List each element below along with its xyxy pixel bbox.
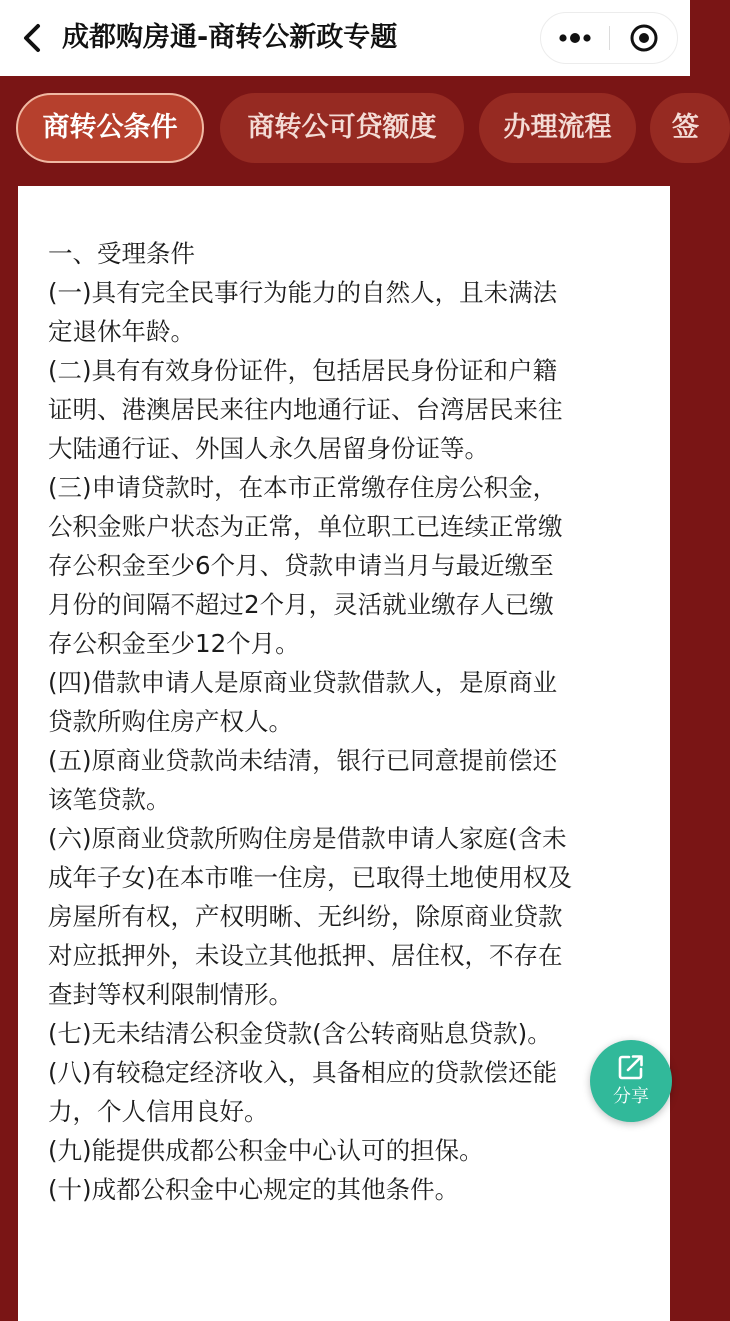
text-line: (二)具有有效身份证件，包括居民身份证和户籍 — [48, 356, 558, 385]
close-button[interactable] — [610, 13, 678, 63]
share-label: 分享 — [613, 1086, 649, 1107]
section-heading: 一、受理条件 — [48, 239, 195, 268]
text-line: 成年子女)在本市唯一住房，已取得土地使用权及 — [48, 863, 573, 892]
page-title: 成都购房通-商转公新政专题 — [62, 22, 398, 53]
text-line: (十)成都公积金中心规定的其他条件。 — [48, 1175, 460, 1204]
text-line: 证明、港澳居民来往内地通行证、台湾居民来往 — [48, 395, 563, 424]
text-line: 贷款所购住房产权人。 — [48, 707, 293, 736]
text-line: 存公积金至少12个月。 — [48, 629, 300, 658]
target-circle-icon — [629, 23, 659, 53]
text-line: (五)原商业贷款尚未结清，银行已同意提前偿还 — [48, 746, 558, 775]
tab-bar — [0, 76, 699, 186]
text-line: (七)无未结清公积金贷款(含公转商贴息贷款)。 — [48, 1019, 552, 1048]
chevron-left-icon — [14, 18, 50, 58]
share-button[interactable] — [590, 1040, 672, 1122]
text-line: 对应抵押外，未设立其他抵押、居住权，不存在 — [48, 941, 563, 970]
share-icon — [616, 1052, 646, 1082]
text-line: 月份的间隔不超过2个月，灵活就业缴存人已缴 — [48, 590, 554, 619]
top-nav-bar — [0, 0, 690, 76]
mini-program-capsule — [540, 12, 678, 64]
text-line: 公积金账户状态为正常，单位职工已连续正常缴 — [48, 512, 563, 541]
text-line: (九)能提供成都公积金中心认可的担保。 — [48, 1136, 484, 1165]
back-button[interactable] — [14, 18, 50, 58]
tab-process[interactable]: 办理流程 — [479, 93, 636, 163]
text-line: 定退休年龄。 — [48, 317, 195, 346]
text-line: 存公积金至少6个月、贷款申请当月与最近缴至 — [48, 551, 554, 580]
tab-conditions[interactable]: 商转公条件 — [16, 93, 204, 163]
text-line: (三)申请贷款时，在本市正常缴存住房公积金， — [48, 473, 558, 502]
text-line: 查封等权利限制情形。 — [48, 980, 293, 1009]
more-dots-icon — [557, 32, 593, 44]
text-line: 该笔贷款。 — [48, 785, 171, 814]
text-line: 大陆通行证、外国人永久居留身份证等。 — [48, 434, 489, 463]
text-line: (一)具有完全民事行为能力的自然人，且未满法 — [48, 278, 558, 307]
more-button[interactable] — [541, 13, 609, 63]
content-card — [18, 186, 670, 1321]
text-line: (六)原商业贷款所购住房是借款申请人家庭(含未 — [48, 824, 567, 853]
text-line: (八)有较稳定经济收入，具备相应的贷款偿还能 — [48, 1058, 558, 1087]
tab-loan-amount[interactable]: 商转公可贷额度 — [220, 93, 464, 163]
text-line: 力，个人信用良好。 — [48, 1097, 269, 1126]
text-line: 房屋所有权，产权明晰、无纠纷，除原商业贷款 — [48, 902, 563, 931]
tab-sign[interactable]: 签 — [650, 93, 730, 163]
text-line: (四)借款申请人是原商业贷款借款人，是原商业 — [48, 668, 558, 697]
conditions-text — [48, 234, 648, 1209]
